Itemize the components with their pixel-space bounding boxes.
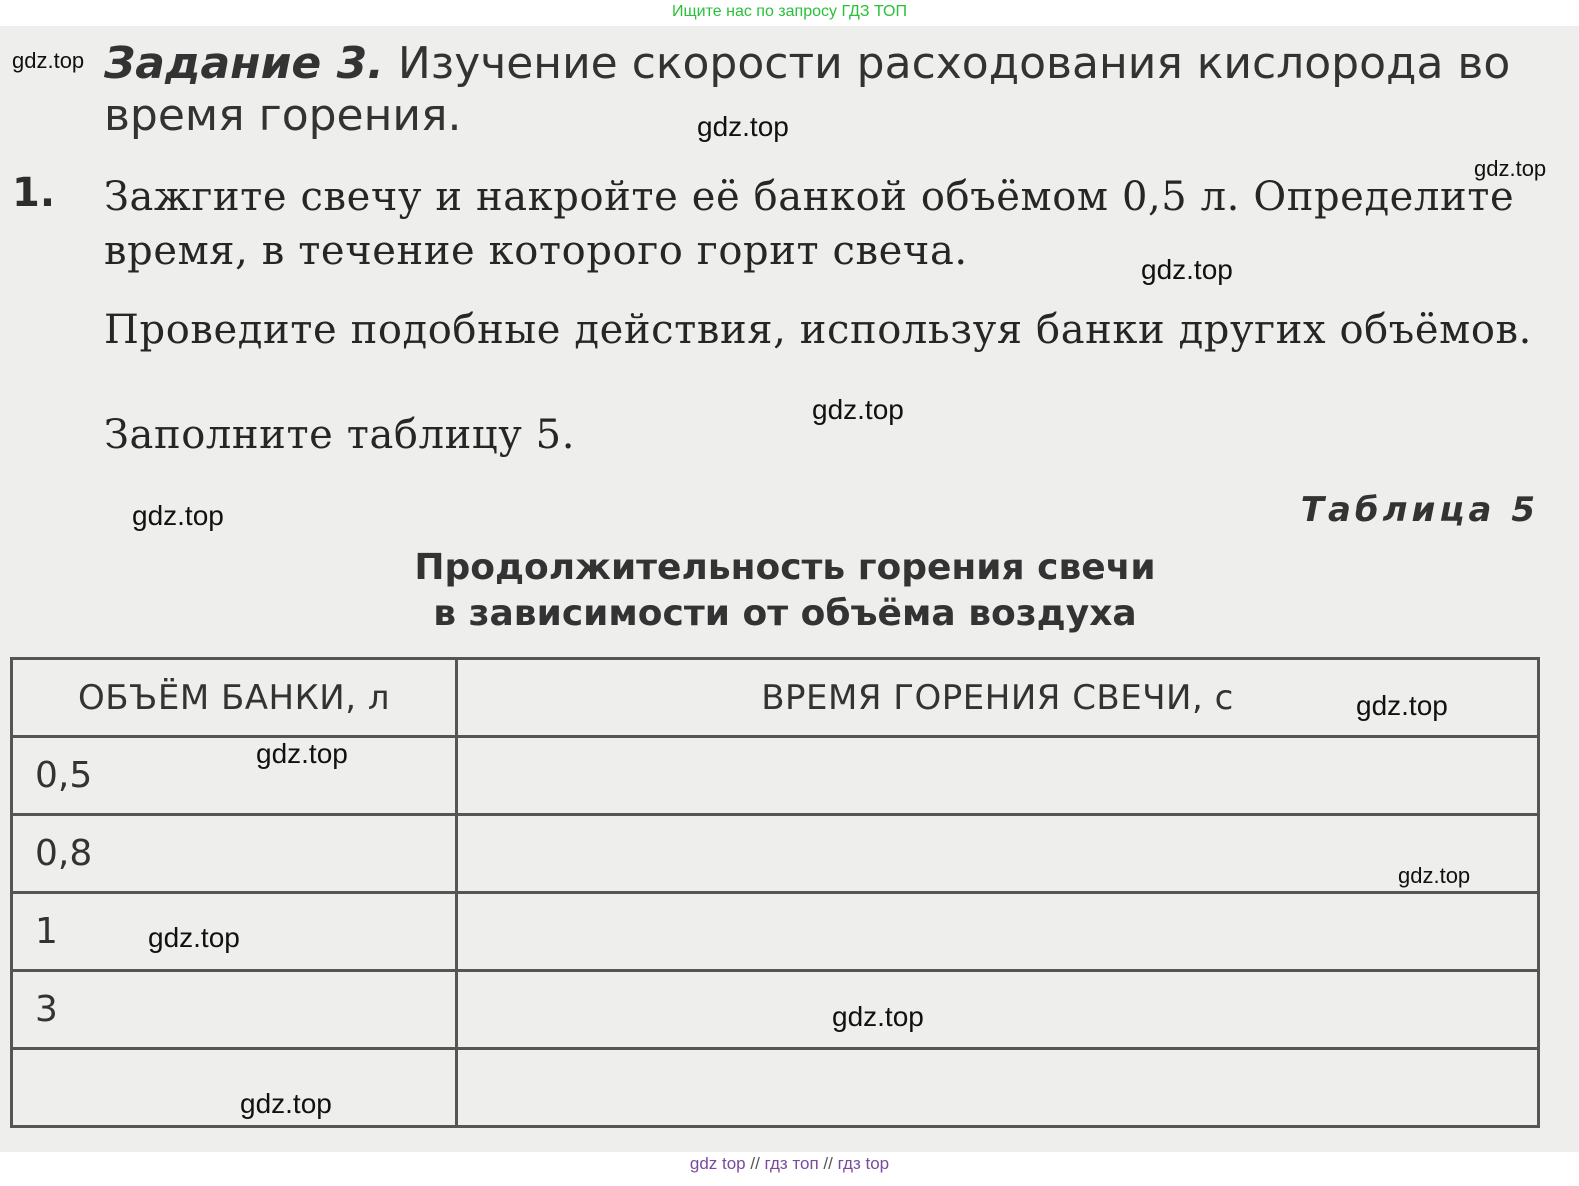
- task-title: [104, 38, 1524, 142]
- cell-volume: 0,8: [12, 815, 457, 893]
- cell-burn-time[interactable]: [457, 737, 1539, 815]
- watermark: gdz.top: [1141, 254, 1233, 285]
- cell-burn-time[interactable]: [457, 971, 1539, 1049]
- task-description: Изучение скорости расходования кислорода во время горения.: [104, 38, 1511, 141]
- watermark: gdz.top: [812, 394, 904, 425]
- header-volume: ОБЪЁМ БАНКИ, л: [12, 659, 457, 737]
- top-banner[interactable]: Ищите нас по запросу ГДЗ ТОП: [672, 3, 907, 20]
- cell-volume: 0,5: [12, 737, 457, 815]
- watermark: gdz.top: [240, 1088, 332, 1119]
- step-number: 1.: [12, 170, 56, 216]
- table-row: [12, 737, 1539, 815]
- table-row: [12, 971, 1539, 1049]
- footer-link-gdz-top-mixed[interactable]: гдз top: [837, 1154, 890, 1173]
- footer-separator: //: [750, 1154, 760, 1173]
- cell-volume: 1: [12, 893, 457, 971]
- watermark: gdz.top: [256, 738, 348, 769]
- watermark: gdz.top: [697, 111, 789, 142]
- watermark: gdz.top: [1398, 863, 1471, 888]
- watermark: gdz.top: [1356, 690, 1448, 721]
- watermark: gdz.top: [148, 922, 240, 953]
- watermark: gdz.top: [832, 1001, 924, 1032]
- table-caption-line-2: в зависимости от объёма воздуха: [433, 593, 1137, 634]
- step-paragraph-2: Проведите подобные действия, используя банки других объёмов.: [104, 307, 1532, 353]
- cell-burn-time[interactable]: [457, 815, 1539, 893]
- footer-separator: //: [823, 1154, 833, 1173]
- step-paragraph-1: Зажгите свечу и накройте её банкой объёмом 0,5 л. Определите время, в течение которого горит свеча.: [104, 174, 1515, 274]
- table-label: Таблица 5: [1300, 490, 1539, 530]
- footer-link-gdz-top-ru[interactable]: гдз топ: [764, 1154, 819, 1173]
- watermark: gdz.top: [12, 48, 85, 73]
- cell-volume: 3: [12, 971, 457, 1049]
- step-paragraph-3: Заполните таблицу 5.: [104, 412, 576, 458]
- table-header-row: [12, 659, 1539, 737]
- table-row: [12, 893, 1539, 971]
- table-caption: [290, 545, 1280, 637]
- cell-volume[interactable]: [12, 1049, 457, 1127]
- watermark: gdz.top: [1474, 156, 1547, 181]
- watermark: gdz.top: [132, 500, 224, 531]
- cell-burn-time[interactable]: [457, 893, 1539, 971]
- table-caption-line-1: Продолжительность горения свечи: [414, 547, 1156, 588]
- table-row: [12, 815, 1539, 893]
- cell-burn-time[interactable]: [457, 1049, 1539, 1127]
- header-burn-time: ВРЕМЯ ГОРЕНИЯ СВЕЧИ, с: [457, 659, 1539, 737]
- footer-links: [0, 1152, 1579, 1186]
- footer-link-gdz-top[interactable]: gdz top: [689, 1154, 746, 1173]
- task-number: Задание 3.: [104, 38, 384, 89]
- data-table: [10, 657, 1540, 1128]
